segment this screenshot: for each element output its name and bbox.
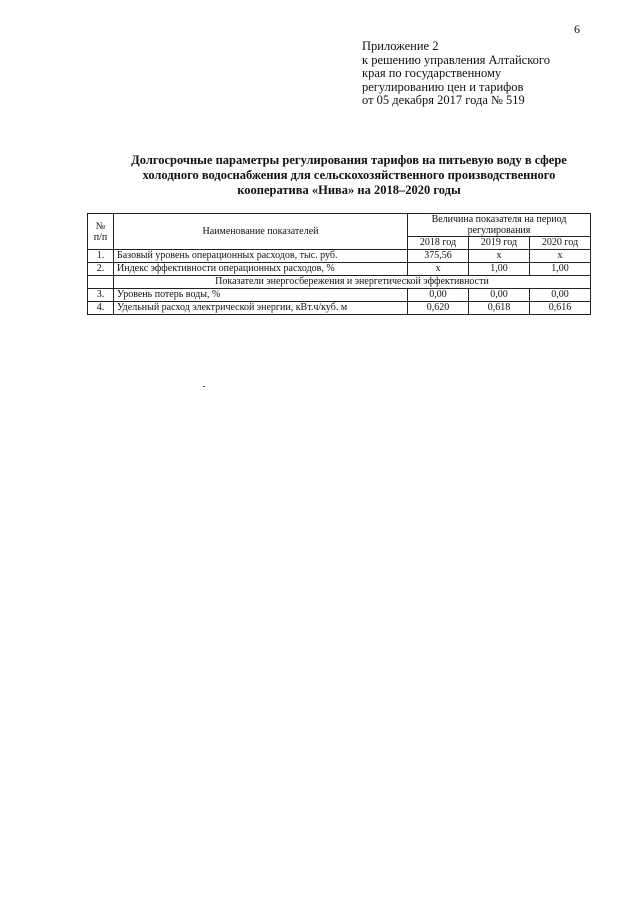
header-year: 2018 год xyxy=(408,237,469,250)
row-value: х xyxy=(530,250,591,263)
row-value: 0,620 xyxy=(408,302,469,315)
page-number: 6 xyxy=(574,22,580,36)
row-value: 1,00 xyxy=(530,263,591,276)
scan-speck xyxy=(203,386,205,387)
row-num: 1. xyxy=(88,250,114,263)
row-name: Индекс эффективности операционных расходов, % xyxy=(114,263,408,276)
table-row xyxy=(88,250,591,263)
section-empty-cell xyxy=(88,276,114,289)
header-period: Величина показателя на период регулирования xyxy=(408,214,591,237)
header-num-label: п/п xyxy=(93,231,108,243)
section-label: Показатели энергосбережения и энергетической эффективности xyxy=(114,276,591,289)
parameters-table xyxy=(87,213,591,315)
table-row xyxy=(88,302,591,315)
row-num: 2. xyxy=(88,263,114,276)
table-header-row xyxy=(88,214,591,237)
title-line: Долгосрочные параметры регулирования тарифов на питьевую воду в сфере xyxy=(131,153,567,167)
title-line: кооператива «Нива» на 2018–2020 годы xyxy=(237,183,461,197)
header-year: 2020 год xyxy=(530,237,591,250)
header-year: 2019 год xyxy=(469,237,530,250)
appendix-line: регулированию цен и тарифов xyxy=(362,79,524,94)
row-name: Уровень потерь воды, % xyxy=(114,289,408,302)
row-value: 0,00 xyxy=(530,289,591,302)
title-line: холодного водоснабжения для сельскохозяйственного производственного xyxy=(142,168,556,182)
row-value: х xyxy=(469,250,530,263)
row-value: х xyxy=(408,263,469,276)
header-num-label: № xyxy=(95,220,106,232)
section-row xyxy=(88,276,591,289)
row-value: 0,618 xyxy=(469,302,530,315)
row-value: 0,00 xyxy=(408,289,469,302)
table-row xyxy=(88,289,591,302)
row-value: 375,56 xyxy=(408,250,469,263)
row-value: 0,00 xyxy=(469,289,530,302)
row-value: 0,616 xyxy=(530,302,591,315)
document-title xyxy=(96,153,602,198)
row-value: 1,00 xyxy=(469,263,530,276)
row-name: Базовый уровень операционных расходов, тыс. руб. xyxy=(114,250,408,263)
appendix-line: края по государственному xyxy=(362,66,502,81)
header-num xyxy=(88,214,114,250)
row-num: 3. xyxy=(88,289,114,302)
appendix-block xyxy=(362,40,550,108)
row-name: Удельный расход электрической энергии, кВт.ч/куб. м xyxy=(114,302,408,315)
table-row xyxy=(88,263,591,276)
header-name: Наименование показателей xyxy=(114,214,408,250)
appendix-line: к решению управления Алтайского xyxy=(362,52,550,67)
appendix-line: от 05 декабря 2017 года № 519 xyxy=(362,93,525,108)
appendix-line: Приложение 2 xyxy=(362,39,439,53)
row-num: 4. xyxy=(88,302,114,315)
